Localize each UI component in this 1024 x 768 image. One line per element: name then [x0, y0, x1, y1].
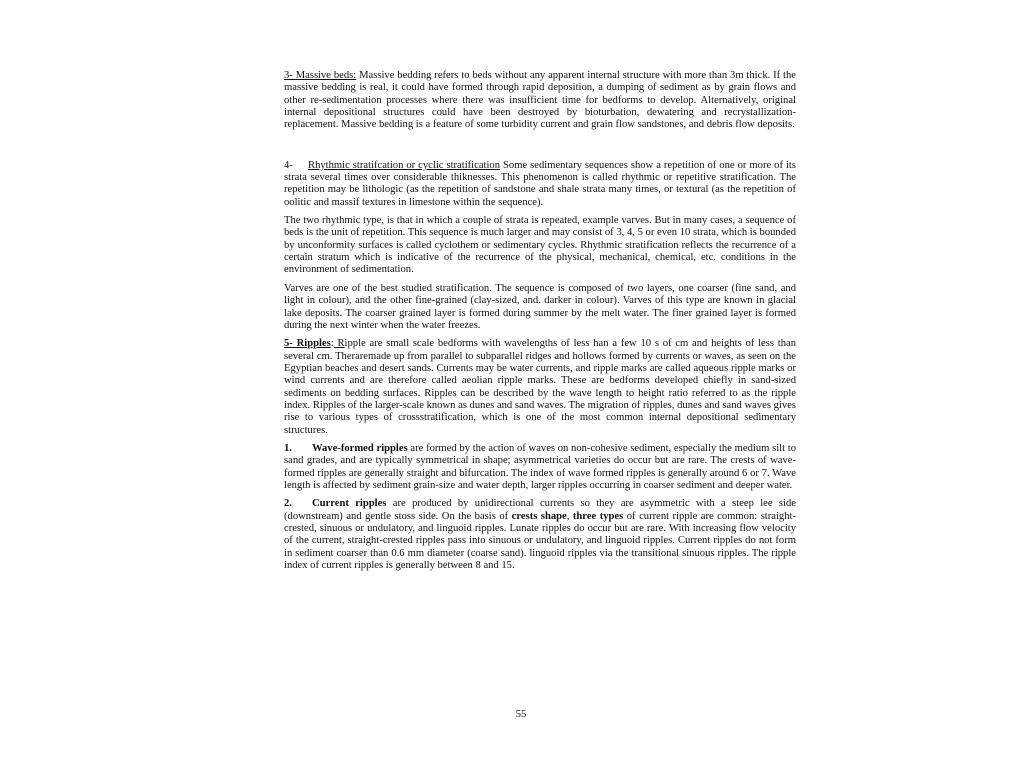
- rhythmic-number: 4-: [284, 159, 293, 171]
- ripples-paragraph: [284, 338, 796, 437]
- rhythmic-heading: Rhythmic stratifcation or cyclic stratification: [308, 159, 501, 171]
- current-ripples-sep: ,: [566, 510, 573, 522]
- rhythmic-types-paragraph: The two rhythmic type, is that in which a couple of strata is repeated, example varves. But in many cases, a sequence of beds is the unit of repetition. This sequence is much larger and may consist of 3, 4, 5 or even 10 strata, which is bounded by unconformity surfaces is called cyclothem or sedimentary cycles. Rhythmic stratification reflects the recurrence of a certain stratum which is indicative of the recurrence of the physical, mechanical, chemical, etc. conditions in the environment of sedimentation.: [284, 215, 796, 276]
- ripples-heading: 5- Ripples: [284, 338, 331, 350]
- current-ripples-term: Current ripples: [312, 498, 387, 510]
- section-gap: [284, 138, 796, 160]
- rhythmic-body: Some sedimentary sequences show a repetition of one or more of its strata several times over considerable thiknesses. This phenomenon is called rhythmic or repetitive stratification. The repetition may be lithologic (as the repetition of sandstone and shale strata many times, or textural (as the repetition of oolitic and massif textures in limestone within the sequence).: [284, 159, 796, 208]
- current-ripples-paragraph: [284, 498, 796, 572]
- current-ripples-body-b: of current ripple are common: straight-crested, sinuous or undulatory, and linguoid ripples. Lunate ripples do occur but are rare. With increasing flow velocity of the current, straight-crested ripples pass into sinuous or undulatory, and linguoid ripples. Current ripples do not form in sediment coarser than 0.6 mm diameter (coarse sand). linguoid ripples via the transitional sinuous ripples. The ripple index of current ripples is generally between 8 and 15.: [284, 510, 796, 572]
- wave-formed-paragraph: [284, 443, 796, 492]
- current-ripples-body-a: are produced by unidirectional currents so they are asymmetric with a steep lee side (downstream) and gentle stoss side. On the basis of: [284, 498, 796, 522]
- page-text: [284, 70, 796, 578]
- ripples-first-letter: R: [333, 338, 345, 350]
- crests-shape-term: crests shape: [511, 510, 567, 522]
- three-types-term: three types: [572, 510, 624, 522]
- wave-formed-number: 1.: [284, 442, 292, 454]
- current-ripples-number: 2.: [284, 498, 292, 510]
- wave-formed-body: are formed by the action of waves on non-cohesive sediment, especially the medium silt to sand grades, and are typically symmetrical in shape; asymmetrical varieties do occur but are rare. The crests of wave-formed ripples are generally straight and bifurcation. The index of wave formed ripples is generally around 6 or 7. Wave length is affected by sediment grain-size and water depth, larger ripples occurring in coarser sediment and deeper water.: [284, 442, 796, 491]
- rhythmic-paragraph: [284, 160, 796, 209]
- varves-paragraph: Varves are one of the best studied stratification. The sequence is composed of two layers, one coarser (fine sand, and light in colour), and the other fine-grained (clay-sized, and. darker in colour). Varves of this type are known in glacial lake deposits. The coarser grained layer is formed during summer by the melt water. The finer grained layer is formed during the next winter when the water freezes.: [284, 282, 796, 331]
- ripples-colon: :: [330, 338, 334, 350]
- massive-beds-paragraph: [284, 70, 796, 132]
- massive-beds-heading: 3- Massive beds:: [284, 70, 357, 81]
- wave-formed-term: Wave-formed ripples: [312, 442, 408, 454]
- massive-beds-body: Massive bedding refers to beds without any apparent internal structure with more than 3m thick. If the massive bedding is real, it could have formed through rapid deposition, a dumping of sediment as by grain flows and other re-sedimentation processes where there was insufficient time for bedforms to develop. Alternatively, original internal depositional structures could have been destroyed by bioturbation, dewatering and recrystallization-replacement. Massive bedding is a feature of some turbidity current and grain flow sandstones, and debris flow deposits.: [284, 70, 796, 131]
- page-number: 55: [515, 709, 527, 720]
- ripples-body: ipple are small scale bedforms with wavelengths of less han a few 10 s of cm and heights of less than several cm. Theraremade up from parallel to subparallel ridges and hollows formed by currents or waves, as seen on the Egyptian beaches and desert sands. Currents may be water currents, and ripple marks are called aqueous ripple marks or wind currents and are therefore called aeolian ripple marks. These are bedforms developed chiefly in sand-sized sediments on bedding surfaces. Ripples can be described by the wave length to height ratio referred to as the ripple index. Ripples of the larger-scale known as dunes and sand waves. The migration of ripples, dunes and sand waves gives rise to various types of crossstratification, which is one of the most common internal depositional sedimentary structures.: [284, 338, 796, 436]
